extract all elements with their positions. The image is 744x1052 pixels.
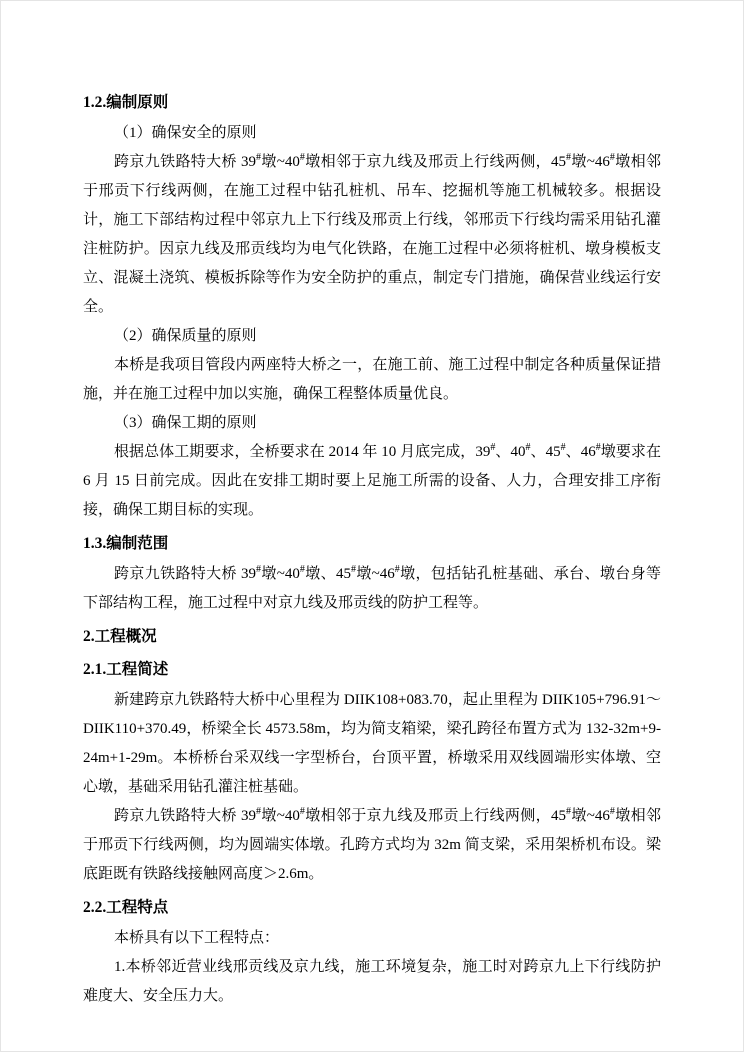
text-run: 墩~40 bbox=[261, 154, 300, 170]
text-run: 墩~46 bbox=[571, 154, 610, 170]
section-heading bbox=[83, 529, 661, 558]
text-run: 墩~40 bbox=[261, 808, 300, 824]
text-run: 2.1.工程简述 bbox=[83, 661, 169, 678]
text-run: （1）确保安全的原则 bbox=[114, 125, 257, 141]
paragraph bbox=[83, 148, 661, 322]
paragraph bbox=[83, 924, 661, 953]
text-run: 墩相邻于邢贡下行线两侧，均为圆端实体墩。孔跨方式均为 32m 简支梁，采用架桥机布设。梁底距既有铁路线接触网高度＞2.6m。 bbox=[83, 808, 661, 882]
text-run: 跨京九铁路特大桥 39 bbox=[114, 808, 257, 824]
paragraph bbox=[83, 686, 661, 802]
superscript-hash: # bbox=[394, 564, 400, 575]
superscript-hash: # bbox=[299, 152, 305, 163]
text-run: 墩、45 bbox=[304, 566, 351, 582]
paragraph bbox=[83, 560, 661, 618]
text-run: （3）确保工期的原则 bbox=[114, 415, 257, 431]
superscript-hash: # bbox=[525, 442, 531, 453]
section-heading bbox=[83, 893, 661, 922]
section-heading bbox=[83, 655, 661, 684]
text-run: 2.2.工程特点 bbox=[83, 899, 169, 916]
text-run: 1.3.编制范围 bbox=[83, 535, 169, 552]
text-run: 墩~46 bbox=[355, 566, 395, 582]
paragraph bbox=[83, 409, 661, 438]
text-run: 1.2.编制原则 bbox=[83, 94, 169, 111]
superscript-hash: # bbox=[350, 564, 356, 575]
superscript-hash: # bbox=[595, 442, 601, 453]
text-run: 新建跨京九铁路特大桥中心里程为 DIIK108+083.70，起止里程为 DIIK105+796.91～DIIK110+370.49，桥梁全长 4573.58m，均为简支箱梁，梁孔跨径布置方式为 132-32m+9-24m+1-29m。本桥桥台采双线一字型桥台，台顶平置，桥墩采用双线圆端形实体墩、空心墩，基础采用钻孔灌注桩基础。 bbox=[83, 692, 661, 795]
superscript-hash: # bbox=[256, 152, 262, 163]
section-heading bbox=[83, 622, 661, 651]
superscript-hash: # bbox=[256, 806, 262, 817]
paragraph bbox=[83, 438, 661, 525]
text-run: 1.本桥邻近营业线邢贡线及京九线，施工环境复杂，施工时对跨京九上下行线防护难度大、安全压力大。 bbox=[83, 959, 661, 1004]
text-run: 跨京九铁路特大桥 39 bbox=[114, 154, 257, 170]
text-run: 、40 bbox=[495, 444, 526, 460]
superscript-hash: # bbox=[490, 442, 496, 453]
paragraph bbox=[83, 953, 661, 1011]
text-run: 根据总体工期要求，全桥要求在 2014 年 10 月底完成，39 bbox=[114, 444, 491, 460]
superscript-hash: # bbox=[609, 152, 615, 163]
text-run: 墩相邻于京九线及邢贡上行线两侧，45 bbox=[304, 808, 567, 824]
superscript-hash: # bbox=[299, 806, 305, 817]
text-run: 2.工程概况 bbox=[83, 628, 157, 645]
text-run: 墩相邻于京九线及邢贡上行线两侧，45 bbox=[304, 154, 567, 170]
paragraph bbox=[83, 322, 661, 351]
superscript-hash: # bbox=[560, 442, 566, 453]
superscript-hash: # bbox=[299, 564, 305, 575]
text-run: 墩~40 bbox=[261, 566, 300, 582]
superscript-hash: # bbox=[566, 806, 572, 817]
paragraph bbox=[83, 119, 661, 148]
document-body bbox=[83, 88, 661, 1011]
text-run: 本桥是我项目管段内两座特大桥之一，在施工前、施工过程中制定各种质量保证措施，并在施工过程中加以实施，确保工程整体质量优良。 bbox=[83, 357, 661, 402]
superscript-hash: # bbox=[256, 564, 262, 575]
text-run: 墩~46 bbox=[571, 808, 610, 824]
text-run: 、45 bbox=[530, 444, 561, 460]
superscript-hash: # bbox=[566, 152, 572, 163]
paragraph bbox=[83, 351, 661, 409]
text-run: 墩要求在 6 月 15 日前完成。因此在安排工期时要上足施工所需的设备、人力，合理安排工序衔接，确保工期目标的实现。 bbox=[83, 444, 661, 518]
paragraph bbox=[83, 802, 661, 889]
text-run: 墩，包括钻孔桩基础、承台、墩台身等下部结构工程，施工过程中对京九线及邢贡线的防护工程等。 bbox=[83, 566, 661, 611]
superscript-hash: # bbox=[609, 806, 615, 817]
section-heading bbox=[83, 88, 661, 117]
text-run: 本桥具有以下工程特点： bbox=[114, 930, 280, 946]
text-run: （2）确保质量的原则 bbox=[114, 328, 257, 344]
text-run: 跨京九铁路特大桥 39 bbox=[114, 566, 257, 582]
text-run: 、46 bbox=[565, 444, 596, 460]
text-run: 墩相邻于邢贡下行线两侧，在施工过程中钻孔桩机、吊车、挖掘机等施工机械较多。根据设计，施工下部结构过程中邻京九上下行线及邢贡上行线，邻邢贡下行线均需采用钻孔灌注桩防护。因京九线及邢贡线均为电气化铁路，在施工过程中必须将桩机、墩身模板支立、混凝土浇筑、模板拆除等作为安全防护的重点，制定专门措施，确保营业线运行安全。 bbox=[83, 154, 661, 315]
